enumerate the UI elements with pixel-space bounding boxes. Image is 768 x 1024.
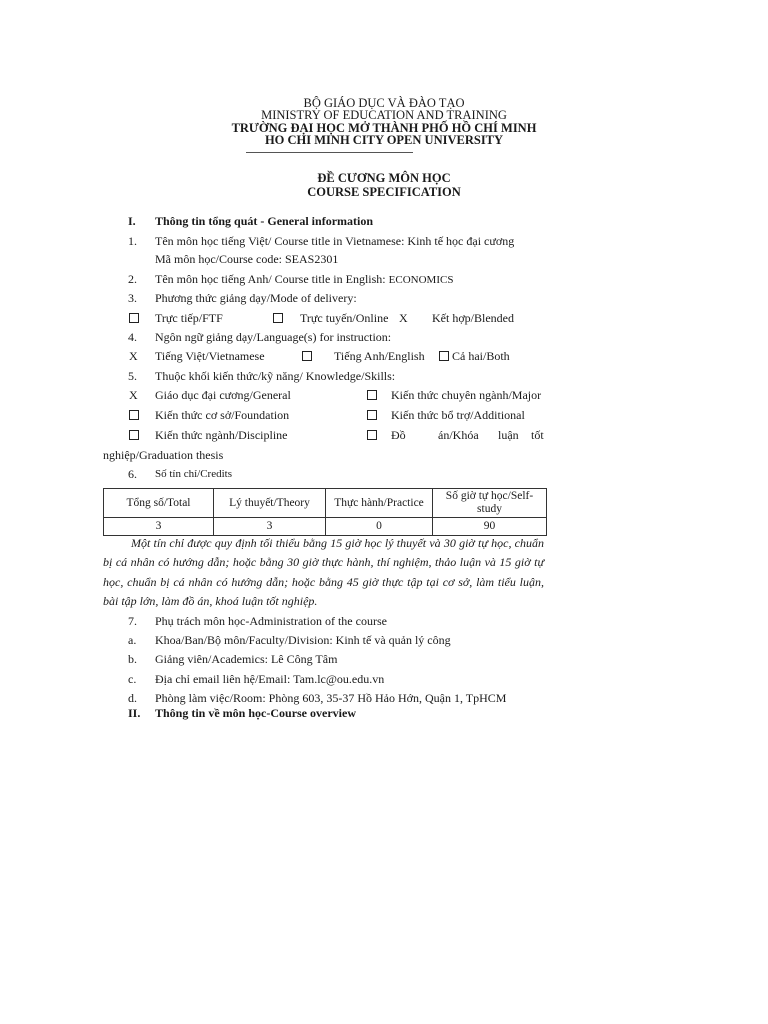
credits-header-theory: Lý thuyết/Theory xyxy=(214,489,326,518)
credits-header-self-study: Số giờ tự học/Self-study xyxy=(433,489,547,518)
course-title-en-value: ECONOMICS xyxy=(388,274,454,286)
item-7a-letter: a. xyxy=(128,633,137,647)
vietnamese-check-mark[interactable]: X xyxy=(129,349,138,363)
online-label: Trực tuyến/Online xyxy=(300,311,389,325)
foundation-checkbox[interactable] xyxy=(129,409,139,421)
credits-value-self-study: 90 xyxy=(433,518,547,536)
thesis-word-2: án/Khóa xyxy=(438,428,479,442)
credits-value-theory: 3 xyxy=(214,518,326,536)
credits-table-header-row xyxy=(104,489,547,518)
knowledge-label: Thuộc khối kiến thức/kỹ năng/ Knowledge/Skills: xyxy=(155,369,396,383)
major-label: Kiến thức chuyên ngành/Major xyxy=(391,388,542,402)
faculty-line: Khoa/Ban/Bộ môn/Faculty/Division: Kinh tế và quản lý công xyxy=(155,633,451,647)
credits-table-values-row xyxy=(104,518,547,536)
major-checkbox[interactable] xyxy=(367,389,377,401)
ministry-vi: BỘ GIÁO DỤC VÀ ĐÀO TẠO xyxy=(303,96,465,110)
item-7d-letter: d. xyxy=(128,691,137,705)
section-1-number: I. xyxy=(128,214,136,228)
header-divider xyxy=(246,152,413,153)
thesis-word-1: Đồ xyxy=(391,428,406,442)
thesis-checkbox[interactable] xyxy=(367,429,377,441)
credits-header-practice: Thực hành/Practice xyxy=(326,489,433,518)
thesis-word-3: luận xyxy=(498,428,519,442)
general-check-mark[interactable]: X xyxy=(129,388,138,402)
ftf-checkbox[interactable] xyxy=(129,312,139,324)
ministry-en: MINISTRY OF EDUCATION AND TRAINING xyxy=(261,108,507,122)
additional-checkbox[interactable] xyxy=(367,409,377,421)
item-7c-letter: c. xyxy=(128,672,137,686)
room-line: Phòng làm việc/Room: Phòng 603, 35-37 Hồ Hảo Hớn, Quận 1, TpHCM xyxy=(155,691,507,705)
additional-label: Kiến thức bổ trợ/Additional xyxy=(391,408,525,422)
credits-value-total: 3 xyxy=(104,518,214,536)
item-3-number: 3. xyxy=(128,291,137,305)
university-vi: TRƯỜNG ĐẠI HỌC MỞ THÀNH PHỐ HỒ CHÍ MINH xyxy=(231,121,537,135)
thesis-word-4: tốt xyxy=(531,428,544,442)
item-2-number: 2. xyxy=(128,272,137,286)
course-code: Mã môn học/Course code: SEAS2301 xyxy=(155,252,339,266)
section-2-number: II. xyxy=(128,706,141,720)
course-title-en xyxy=(155,273,453,286)
mode-of-delivery-label: Phương thức giảng dạy/Mode of delivery: xyxy=(155,291,357,305)
item-4-number: 4. xyxy=(128,330,137,344)
credits-header-total: Tổng số/Total xyxy=(104,489,214,518)
item-5-number: 5. xyxy=(128,369,137,383)
both-checkbox[interactable] xyxy=(439,350,449,362)
online-checkbox[interactable] xyxy=(273,312,283,324)
thesis-label-continued: nghiệp/Graduation thesis xyxy=(103,448,224,462)
section-2-title: Thông tin về môn học-Course overview xyxy=(155,706,356,720)
credit-note-line-2: bị cá nhân có hướng dẫn; hoặc bằng 30 giờ thực hành, thí nghiệm, thảo luận và 15 giờ tự xyxy=(103,555,544,569)
university-en: HO CHI MINH CITY OPEN UNIVERSITY xyxy=(264,133,504,147)
credits-value-practice: 0 xyxy=(326,518,433,536)
both-label: Cả hai/Both xyxy=(452,349,510,363)
blended-check-mark[interactable]: X xyxy=(399,311,408,325)
discipline-label: Kiến thức ngành/Discipline xyxy=(155,428,288,442)
credits-table xyxy=(103,488,547,536)
item-1-number: 1. xyxy=(128,234,137,248)
foundation-label: Kiến thức cơ sở/Foundation xyxy=(155,408,290,422)
language-label: Ngôn ngữ giảng dạy/Language(s) for instruction: xyxy=(155,330,392,344)
credit-note-line-4: bài tập lớn, làm đồ án, khoá luận tốt nghiệp. xyxy=(103,594,318,608)
email-line: Địa chỉ email liên hệ/Email: Tam.lc@ou.edu.vn xyxy=(155,672,385,686)
blended-label: Kết hợp/Blended xyxy=(432,311,514,325)
credits-label: Số tín chỉ/Credits xyxy=(155,468,232,480)
spec-title-vi: ĐỀ CƯƠNG MÔN HỌC xyxy=(317,171,451,185)
english-checkbox[interactable] xyxy=(302,350,312,362)
course-title-vi: Tên môn học tiếng Việt/ Course title in Vietnamese: Kinh tế học đại cương xyxy=(155,234,515,248)
administration-label: Phụ trách môn học-Administration of the course xyxy=(155,614,387,628)
ftf-label: Trực tiếp/FTF xyxy=(155,311,223,325)
general-label: Giáo dục đại cương/General xyxy=(155,388,291,402)
vietnamese-label: Tiếng Việt/Vietnamese xyxy=(155,349,265,363)
spec-title-en: COURSE SPECIFICATION xyxy=(307,185,461,199)
english-label: Tiếng Anh/English xyxy=(334,349,425,363)
section-1-title: Thông tin tổng quát - General information xyxy=(155,214,374,228)
credit-note-line-3: học, chuẩn bị cá nhân có hướng dẫn; hoặc bằng 45 giờ thực tập tại cơ sở, làm tiểu luận, xyxy=(103,575,544,589)
credit-note-line-1: Một tín chỉ được quy định tối thiểu bằng 15 giờ học lý thuyết và 30 giờ tự học, chuẩn xyxy=(131,536,544,550)
course-title-en-label: Tên môn học tiếng Anh/ Course title in English: xyxy=(155,272,389,286)
academics-line: Giảng viên/Academics: Lê Công Tâm xyxy=(155,652,338,666)
item-6-number: 6. xyxy=(128,467,137,481)
item-7-number: 7. xyxy=(128,614,137,628)
item-7b-letter: b. xyxy=(128,652,137,666)
discipline-checkbox[interactable] xyxy=(129,429,139,441)
